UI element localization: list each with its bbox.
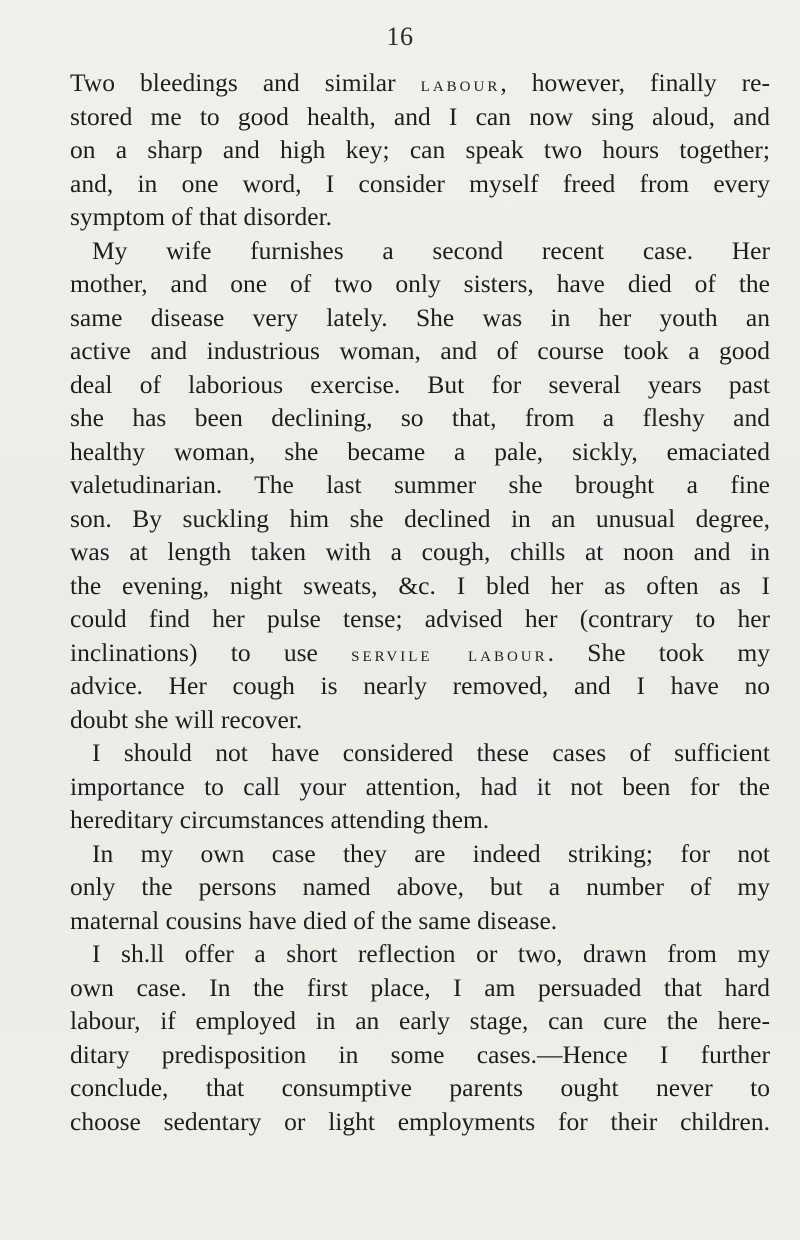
- small-caps-word: servile labour: [351, 640, 548, 666]
- text-line: same disease very lately. She was in her youth an: [70, 302, 770, 332]
- text-line: Two bleedings and similar labour, however, finally re-: [70, 68, 770, 97]
- text-line: and, in one word, I consider myself freed from every: [70, 168, 770, 198]
- text-line: mother, and one of two only sisters, have died of the: [70, 269, 770, 298]
- text-line: stored me to good health, and I can now sing aloud, and: [70, 101, 770, 131]
- text-line: maternal cousins have died of the same disease.: [70, 905, 558, 935]
- text-line: labour, if employed in an early stage, can cure the here-: [70, 1006, 770, 1035]
- text-line: hereditary circumstances attending them.: [70, 805, 490, 834]
- text-line: advice. Her cough is nearly removed, and I have no: [70, 671, 770, 700]
- text-line: healthy woman, she became a pale, sickly, emaciated: [70, 436, 770, 466]
- text-line: doubt she will recover.: [70, 704, 303, 734]
- text-line: ditary predisposition in some cases.—Hence I further: [70, 1039, 770, 1069]
- text-line: symptom of that disorder.: [70, 202, 333, 231]
- text-line: on a sharp and high key; can speak two hours together;: [70, 135, 770, 164]
- text-line: I should not have considered these cases of sufficient: [92, 738, 770, 767]
- text-line: active and industrious woman, and of course took a good: [70, 336, 770, 365]
- text-line: In my own case they are indeed striking; for not: [92, 838, 770, 868]
- text-line: own case. In the first place, I am persuaded that hard: [70, 972, 770, 1002]
- text-line: choose sedentary or light employments for their children.: [70, 1106, 770, 1136]
- text-line: I sh.ll offer a short reflection or two, drawn from my: [92, 939, 770, 968]
- text-line: only the persons named above, but a number of my: [70, 872, 770, 901]
- text-line: could find her pulse tense; advised her (contrary to her: [70, 604, 770, 633]
- text-line: importance to call your attention, had it not been for the: [70, 771, 770, 801]
- text-line: My wife furnishes a second recent case. Her: [92, 235, 770, 265]
- text-line: was at length taken with a cough, chills at noon and in: [70, 537, 770, 566]
- text-line: valetudinarian. The last summer she brought a fine: [70, 470, 770, 499]
- body-text: [70, 66, 770, 1138]
- text-line: inclinations) to use servile labour. She took my: [70, 637, 770, 667]
- text-line: conclude, that consumptive parents ought never to: [70, 1073, 770, 1102]
- page-number: 16: [386, 22, 414, 51]
- small-caps-word: labour: [420, 71, 501, 96]
- text-line: deal of laborious exercise. But for several years past: [70, 369, 770, 399]
- text-line: the evening, night sweats, &c. I bled her as often as I: [70, 570, 770, 600]
- text-line: son. By suckling him she declined in an unusual degree,: [70, 503, 770, 533]
- text-line: she has been declining, so that, from a fleshy and: [70, 403, 770, 432]
